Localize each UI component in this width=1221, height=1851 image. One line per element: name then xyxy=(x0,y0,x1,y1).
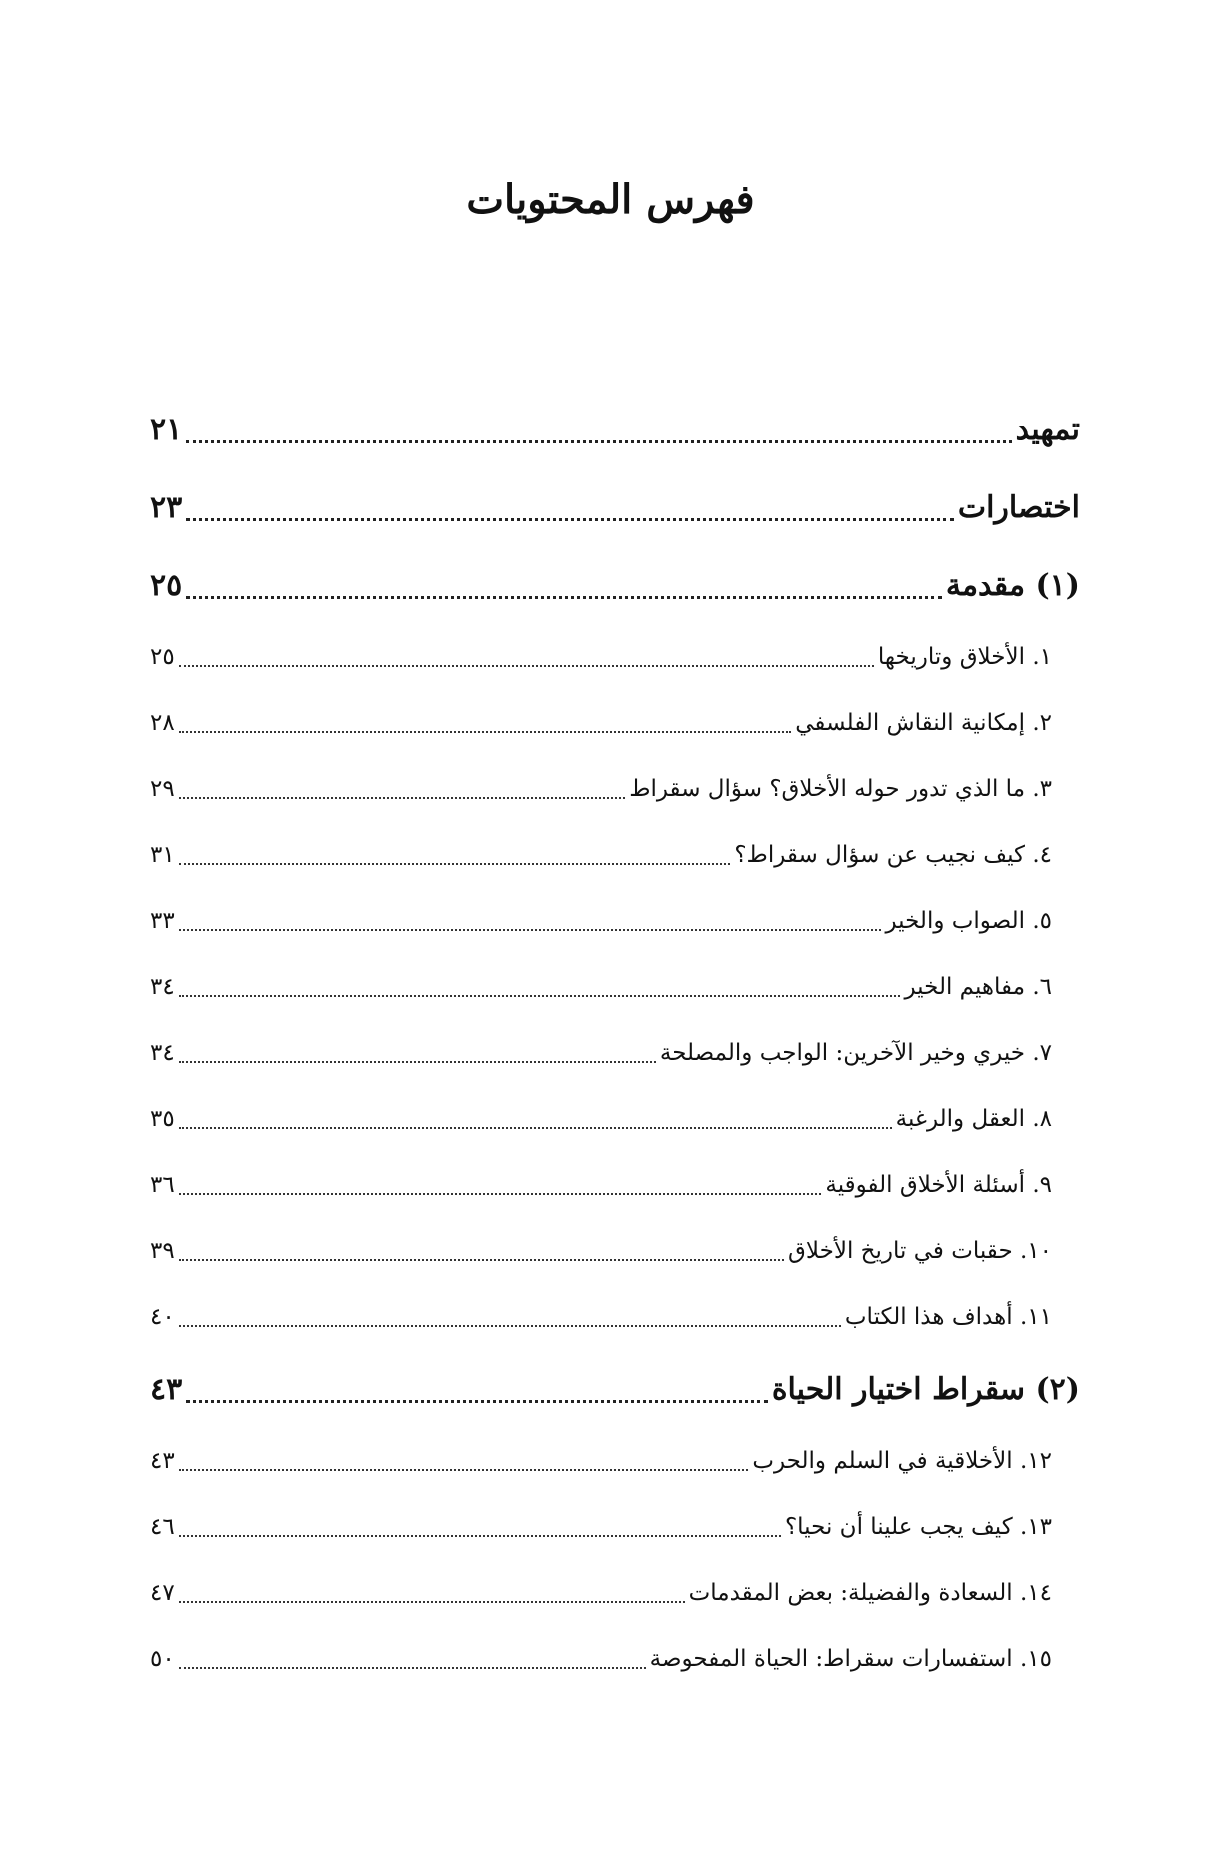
toc-entry-page: ٤٠ xyxy=(150,1304,175,1330)
toc-entry[interactable] xyxy=(150,468,1080,546)
leader-dots xyxy=(186,414,1011,444)
toc-entry-label: ١٥. استفسارات سقراط: الحياة المفحوصة xyxy=(649,1646,1052,1672)
toc-entry-page: ٣٤ xyxy=(150,1040,175,1066)
toc-entry-page: ٢٩ xyxy=(150,776,175,802)
toc-entry[interactable] xyxy=(150,822,1080,888)
leader-dots xyxy=(179,910,882,933)
toc-entry-page: ٤٧ xyxy=(150,1580,175,1606)
toc-entry[interactable] xyxy=(150,690,1080,756)
toc-entry[interactable] xyxy=(150,1086,1080,1152)
toc-entry-label: ٦. مفاهيم الخير xyxy=(904,974,1052,1000)
toc-entry-page: ٢١ xyxy=(150,411,183,447)
toc-entry-label: ١٣. كيف يجب علينا أن نحيا؟ xyxy=(784,1514,1052,1540)
toc-entry-label: ٣. ما الذي تدور حوله الأخلاق؟ سؤال سقراط xyxy=(629,776,1052,802)
toc-chapter-1[interactable] xyxy=(150,546,1080,624)
leader-dots xyxy=(179,1450,749,1473)
page-title: فهرس المحتويات xyxy=(466,176,755,223)
leader-dots xyxy=(179,778,625,801)
leader-dots xyxy=(179,1516,781,1539)
toc-entry[interactable] xyxy=(150,624,1080,690)
toc-entry-label: ٩. أسئلة الأخلاق الفوقية xyxy=(825,1172,1052,1198)
toc-entry-label: ٧. خيري وخير الآخرين: الواجب والمصلحة xyxy=(659,1040,1052,1066)
toc-entry-label: اختصارات xyxy=(957,489,1080,525)
toc-entry-page: ٣٦ xyxy=(150,1172,175,1198)
leader-dots xyxy=(179,646,874,669)
leader-dots xyxy=(179,1042,656,1065)
toc-entry[interactable] xyxy=(150,1626,1080,1692)
toc-entry-label: ٢. إمكانية النقاش الفلسفي xyxy=(795,710,1052,736)
leader-dots xyxy=(179,1582,685,1605)
toc-entry-page: ٢٥ xyxy=(150,567,183,603)
toc-entry-label: (٢) سقراط اختيار الحياة xyxy=(771,1371,1080,1407)
toc-entry[interactable] xyxy=(150,888,1080,954)
toc-entry[interactable] xyxy=(150,1218,1080,1284)
toc-entry-label: ١٢. الأخلاقية في السلم والحرب xyxy=(752,1448,1052,1474)
leader-dots xyxy=(179,712,792,735)
toc-entry-page: ٢٨ xyxy=(150,710,175,736)
toc-entry-page: ٥٠ xyxy=(150,1646,175,1672)
toc-entry[interactable] xyxy=(150,954,1080,1020)
toc-entry-page: ٣٤ xyxy=(150,974,175,1000)
toc-entry-page: ٤٣ xyxy=(150,1371,183,1407)
toc-entry-label: ١٠. حقبات في تاريخ الأخلاق xyxy=(788,1238,1052,1264)
toc-entry[interactable] xyxy=(150,1560,1080,1626)
toc-entry[interactable] xyxy=(150,1152,1080,1218)
toc-entry[interactable] xyxy=(150,756,1080,822)
toc-entry-page: ٣٥ xyxy=(150,1106,175,1132)
leader-dots xyxy=(179,1108,892,1131)
toc-entry-page: ٤٦ xyxy=(150,1514,175,1540)
toc-entry-label: ٨. العقل والرغبة xyxy=(895,1106,1052,1132)
leader-dots xyxy=(179,976,901,999)
leader-dots xyxy=(179,844,731,867)
toc-entry-label: تمهيد xyxy=(1015,411,1080,447)
toc-entry[interactable] xyxy=(150,390,1080,468)
toc-entry-page: ٢٥ xyxy=(150,644,175,670)
toc-entry[interactable] xyxy=(150,1020,1080,1086)
toc-entry-label: (١) مقدمة xyxy=(945,567,1080,603)
table-of-contents xyxy=(150,390,1080,1692)
toc-entry-label: ١٤. السعادة والفضيلة: بعض المقدمات xyxy=(688,1580,1052,1606)
toc-entry[interactable] xyxy=(150,1428,1080,1494)
leader-dots xyxy=(179,1648,646,1671)
leader-dots xyxy=(179,1306,841,1329)
toc-entry-label: ١. الأخلاق وتاريخها xyxy=(877,644,1052,670)
toc-entry-page: ٢٣ xyxy=(150,489,183,525)
toc-entry[interactable] xyxy=(150,1284,1080,1350)
leader-dots xyxy=(186,1374,768,1404)
leader-dots xyxy=(186,570,942,600)
leader-dots xyxy=(179,1240,784,1263)
toc-entry-page: ٣١ xyxy=(150,842,175,868)
toc-entry-label: ١١. أهداف هذا الكتاب xyxy=(844,1304,1052,1330)
toc-entry-label: ٥. الصواب والخير xyxy=(885,908,1052,934)
toc-entry-page: ٤٣ xyxy=(150,1448,175,1474)
toc-chapter-2[interactable] xyxy=(150,1350,1080,1428)
leader-dots xyxy=(179,1174,822,1197)
toc-entry-label: ٤. كيف نجيب عن سؤال سقراط؟ xyxy=(734,842,1052,868)
toc-entry[interactable] xyxy=(150,1494,1080,1560)
toc-entry-page: ٣٩ xyxy=(150,1238,175,1264)
toc-entry-page: ٣٣ xyxy=(150,908,175,934)
leader-dots xyxy=(186,492,954,522)
